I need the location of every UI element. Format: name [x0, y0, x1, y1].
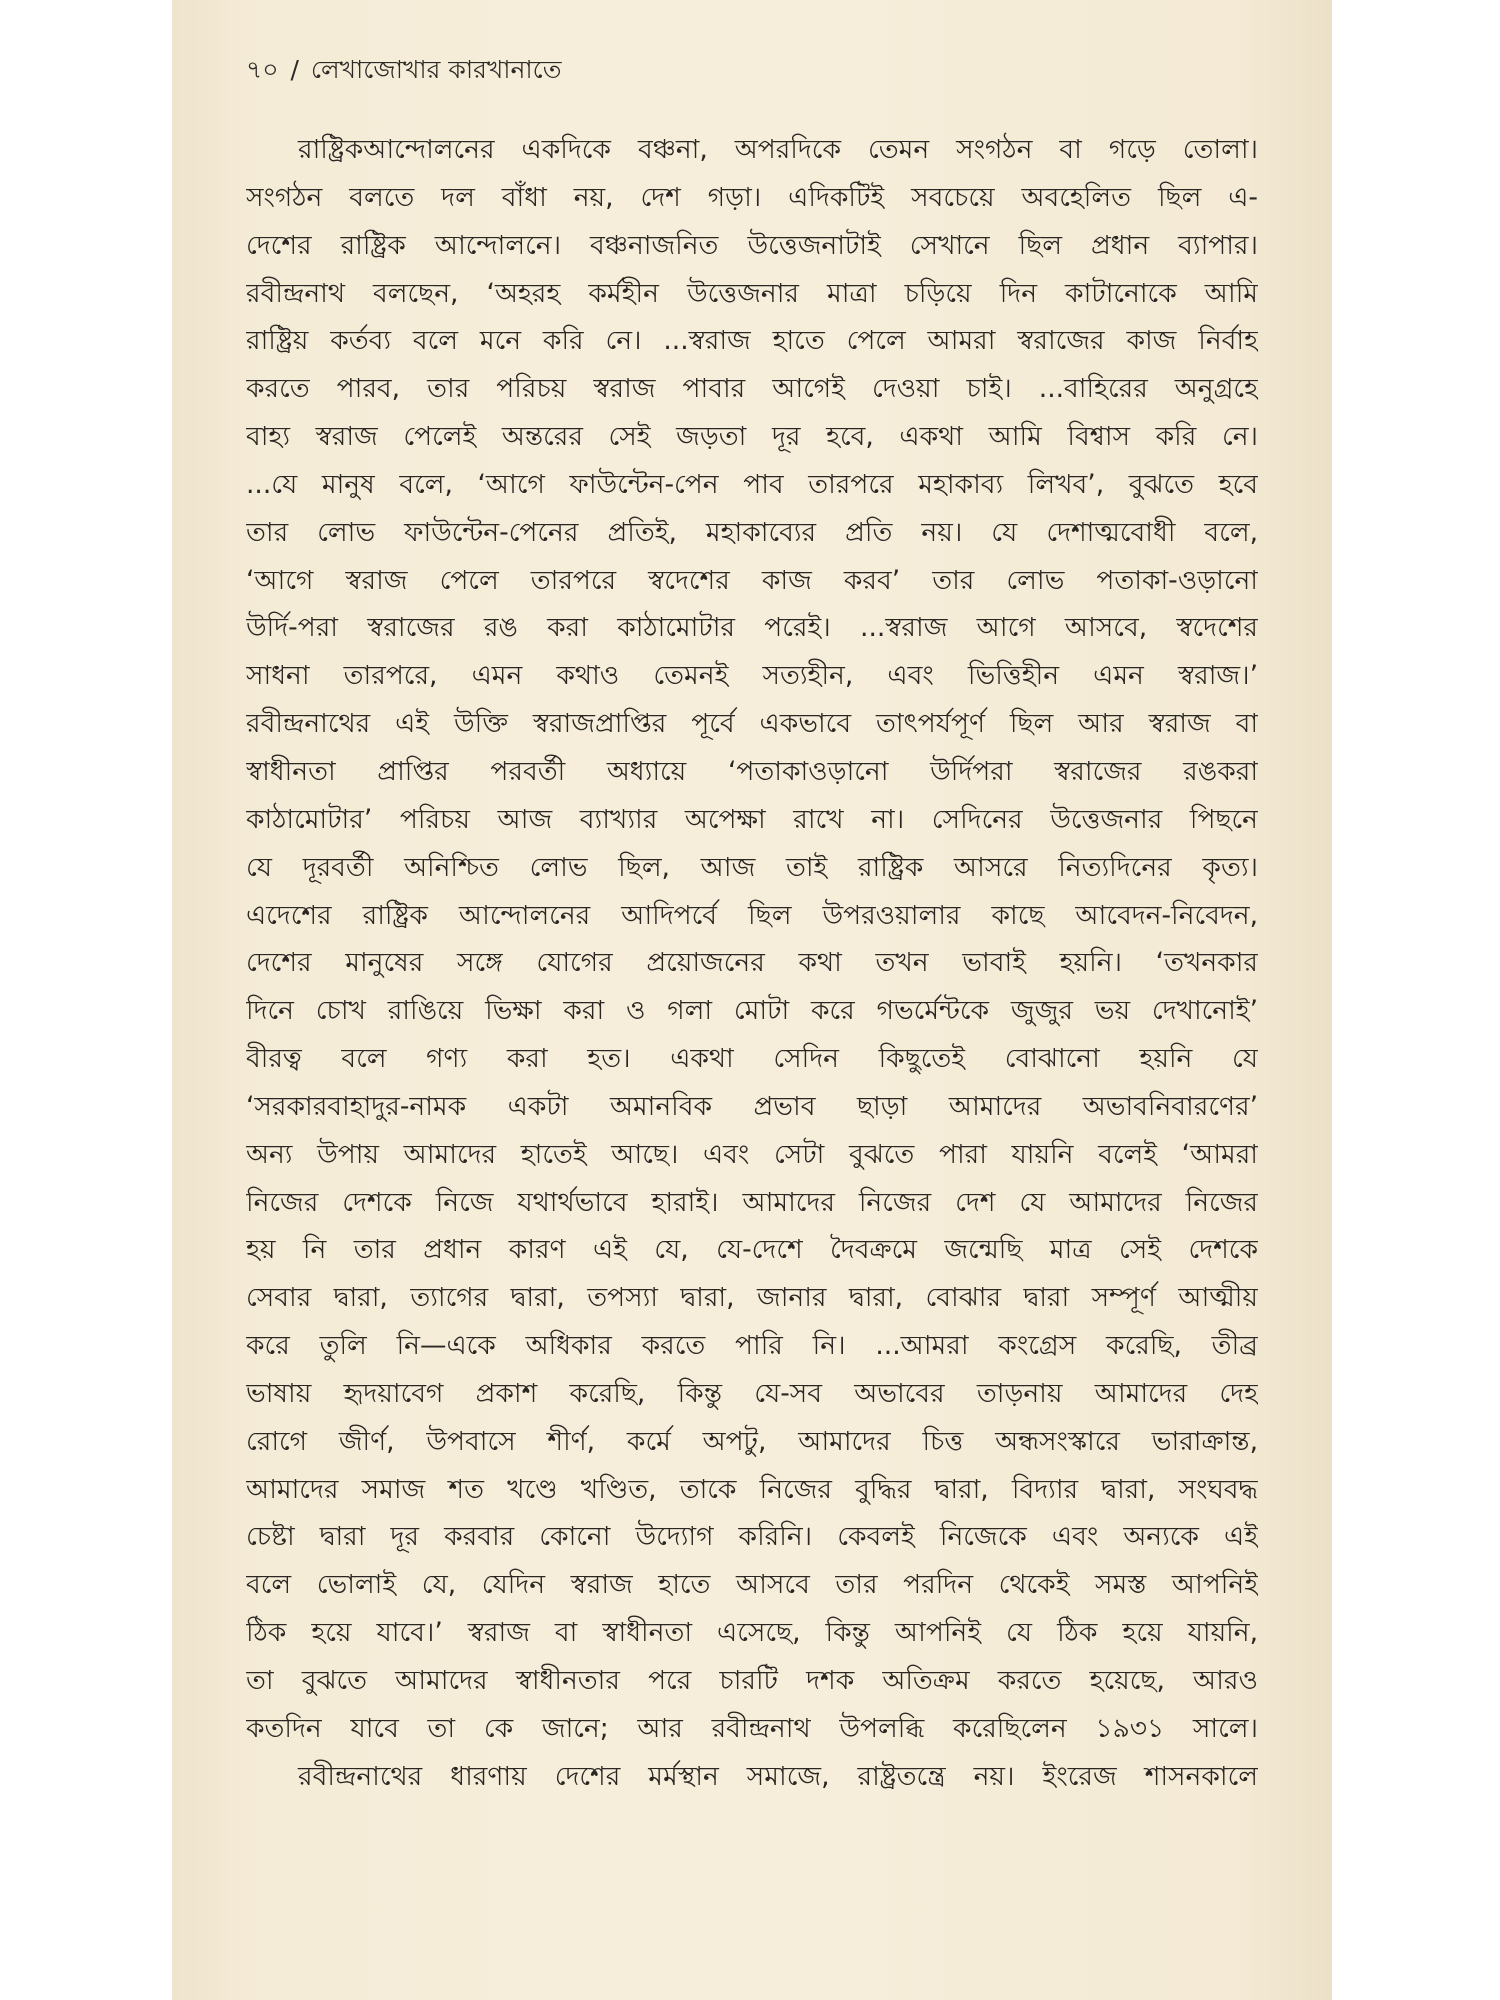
text-line: তার লোভ ফাউন্টেন-পেনের প্রতিই, মহাকাব্যের প্রতি নয়। যে দেশাত্মবোধী বলে, — [246, 516, 1258, 548]
text-line: রবীন্দ্রনাথের এই উক্তি স্বরাজপ্রাপ্তির পূর্বে একভাবে তাৎপর্যপূর্ণ ছিল আর স্বরাজ বা — [246, 708, 1258, 740]
text-line: রাষ্ট্রিকআন্দোলনের একদিকে বঞ্চনা, অপরদিকে তেমন সংগঠন বা গড়ে তোলা। — [298, 134, 1258, 165]
text-line: ভাষায় হৃদয়াবেগ প্রকাশ করেছি, কিন্তু যে-সব অভাবের তাড়নায় আমাদের দেহ — [246, 1377, 1258, 1409]
text-line: বীরত্ব বলে গণ্য করা হত। একথা সেদিন কিছুতেই বোঝানো হয়নি যে — [246, 1043, 1258, 1075]
book-page — [172, 0, 1332, 2000]
running-header — [246, 52, 561, 88]
text-line: রাষ্ট্রিয় কর্তব্য বলে মনে করি নে। ...স্বরাজ হাতে পেলে আমরা স্বরাজের কাজ নির্বাহ — [246, 325, 1258, 357]
text-line: রোগে জীর্ণ, উপবাসে শীর্ণ, কর্মে অপটু, আমাদের চিত্ত অন্ধসংস্কারে ভারাক্রান্ত, — [246, 1425, 1258, 1457]
text-line: হয় নি তার প্রধান কারণ এই যে, যে-দেশে দৈবক্রমে জন্মেছি মাত্র সেই দেশকে — [246, 1234, 1258, 1266]
text-line: ...যে মানুষ বলে, ‘আগে ফাউন্টেন-পেন পাব তারপরে মহাকাব্য লিখব’, বুঝতে হবে — [246, 468, 1258, 500]
text-line: ‘সরকারবাহাদুর-নামক একটা অমানবিক প্রভাব ছাড়া আমাদের অভাবনিবারণের’ — [246, 1090, 1258, 1122]
body-text — [246, 126, 1258, 1801]
text-line: দেশের রাষ্ট্রিক আন্দোলনে। বঞ্চনাজনিত উত্তেজনাটাই সেখানে ছিল প্রধান ব্যাপার। — [246, 229, 1258, 261]
text-line: রবীন্দ্রনাথ বলছেন, ‘অহরহ কর্মহীন উত্তেজনার মাত্রা চড়িয়ে দিন কাটানোকে আমি — [246, 277, 1258, 309]
text-line: অন্য উপায় আমাদের হাতেই আছে। এবং সেটা বুঝতে পারা যায়নি বলেই ‘আমরা — [246, 1138, 1258, 1170]
text-line: কাঠামোটার’ পরিচয় আজ ব্যাখ্যার অপেক্ষা রাখে না। সেদিনের উত্তেজনার পিছনে — [246, 803, 1258, 835]
text-line: নিজের দেশকে নিজে যথার্থভাবে হারাই। আমাদের নিজের দেশ যে আমাদের নিজের — [246, 1186, 1258, 1218]
text-line: সংগঠন বলতে দল বাঁধা নয়, দেশ গড়া। এদিকটিই সবচেয়ে অবহেলিত ছিল এ- — [246, 181, 1258, 213]
text-line: উর্দি-পরা স্বরাজের রঙ করা কাঠামোটার পরেই। ...স্বরাজ আগে আসবে, স্বদেশের — [246, 612, 1258, 644]
text-line: স্বাধীনতা প্রাপ্তির পরবর্তী অধ্যায়ে ‘পতাকাওড়ানো উর্দিপরা স্বরাজের রঙকরা — [246, 755, 1258, 787]
text-line: তা বুঝতে আমাদের স্বাধীনতার পরে চারটি দশক অতিক্রম করতে হয়েছে, আরও — [246, 1665, 1258, 1696]
text-line: যে দূরবর্তী অনিশ্চিত লোভ ছিল, আজ তাই রাষ্ট্রিক আসরে নিত্যদিনের কৃত্য। — [246, 851, 1258, 883]
text-line: বলে ভোলাই যে, যেদিন স্বরাজ হাতে আসবে তার পরদিন থেকেই সমস্ত আপনিই — [246, 1569, 1258, 1601]
text-line: দেশের মানুষের সঙ্গে যোগের প্রয়োজনের কথা তখন ভাবাই হয়নি। ‘তখনকার — [246, 947, 1258, 979]
text-line: সেবার দ্বারা, ত্যাগের দ্বারা, তপস্যা দ্বারা, জানার দ্বারা, বোঝার দ্বারা সম্পূর্ণ আত্মীয় — [246, 1282, 1258, 1314]
text-line: সাধনা তারপরে, এমন কথাও তেমনই সত্যহীন, এবং ভিত্তিহীন এমন স্বরাজ।’ — [246, 660, 1258, 692]
text-line: ‘আগে স্বরাজ পেলে তারপরে স্বদেশের কাজ করব’ তার লোভ পতাকা-ওড়ানো — [246, 564, 1258, 596]
header-separator: / — [290, 55, 299, 84]
text-line: আমাদের সমাজ শত খণ্ডে খণ্ডিত, তাকে নিজের বুদ্ধির দ্বারা, বিদ্যার দ্বারা, সংঘবদ্ধ — [246, 1473, 1258, 1505]
page-number: ৭০ — [246, 55, 279, 84]
text-line: করতে পারব, তার পরিচয় স্বরাজ পাবার আগেই দেওয়া চাই। ...বাহিরের অনুগ্রহে — [246, 373, 1258, 405]
text-line: এদেশের রাষ্ট্রিক আন্দোলনের আদিপর্বে ছিল উপরওয়ালার কাছে আবেদন-নিবেদন, — [246, 899, 1258, 931]
text-line: বাহ্য স্বরাজ পেলেই অন্তরের সেই জড়তা দূর হবে, একথা আমি বিশ্বাস করি নে। — [246, 421, 1258, 453]
text-line: রবীন্দ্রনাথের ধারণায় দেশের মর্মস্থান সমাজে, রাষ্ট্রতন্ত্রে নয়। ইংরেজ শাসনকালে — [298, 1760, 1258, 1792]
text-line: কতদিন যাবে তা কে জানে; আর রবীন্দ্রনাথ উপলব্ধি করেছিলেন ১৯৩১ সালে। — [246, 1712, 1258, 1744]
text-line: করে তুলি নি—একে অধিকার করতে পারি নি। ...আমরা কংগ্রেস করেছি, তীব্র — [246, 1330, 1258, 1362]
text-line: দিনে চোখ রাঙিয়ে ভিক্ষা করা ও গলা মোটা করে গভর্মেন্টকে জুজুর ভয় দেখানোই’ — [246, 995, 1258, 1027]
text-line: ঠিক হয়ে যাবে।’ স্বরাজ বা স্বাধীনতা এসেছে, কিন্তু আপনিই যে ঠিক হয়ে যায়নি, — [246, 1617, 1258, 1649]
text-line: চেষ্টা দ্বারা দূর করবার কোনো উদ্যোগ করিনি। কেবলই নিজেকে এবং অন্যকে এই — [246, 1521, 1258, 1553]
book-title: লেখাজোখার কারখানাতে — [310, 55, 562, 84]
